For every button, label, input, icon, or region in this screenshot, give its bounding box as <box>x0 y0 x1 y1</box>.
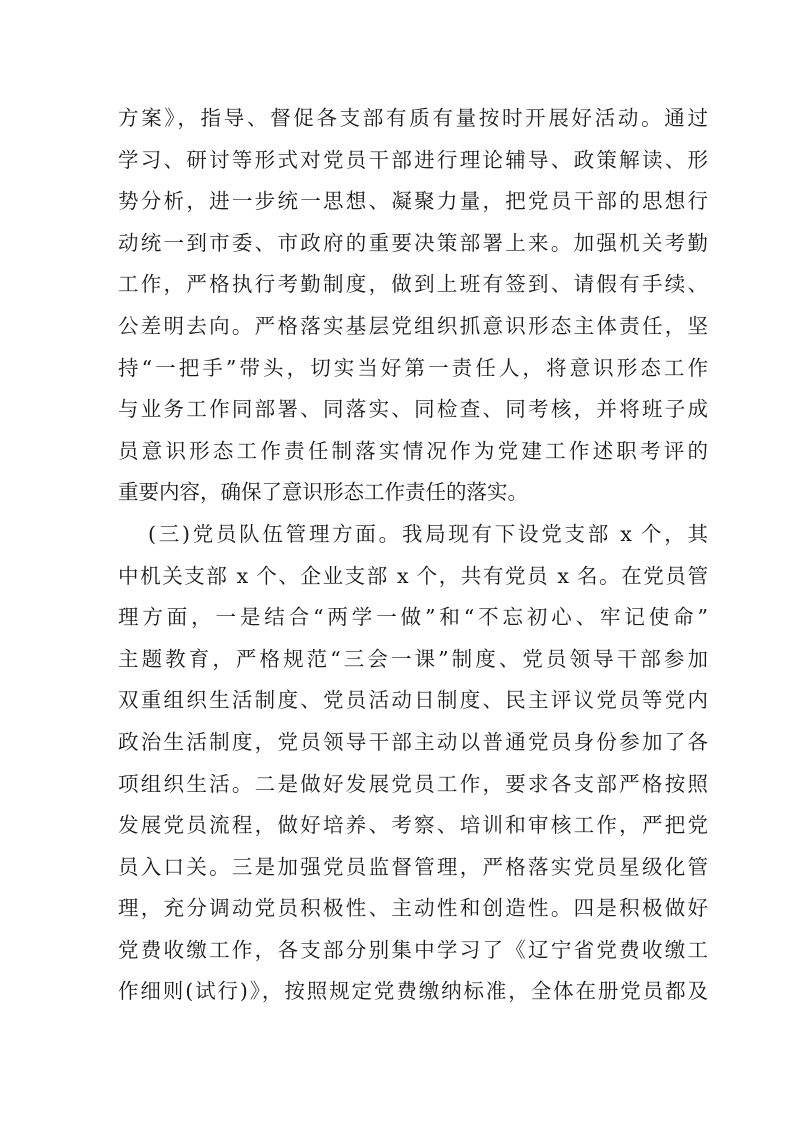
text-line: 员入口关。三是加强党员监督管理，严格落实党员星级化管 <box>118 854 708 879</box>
text-line: 与业务工作同部署、同落实、同检查、同考核，并将班子成 <box>118 397 708 422</box>
text-line: 学习、研讨等形式对党员干部进行理论辅导、政策解读、形 <box>118 147 708 172</box>
text-line: 双重组织生活制度、党员活动日制度、民主评议党员等党内 <box>118 688 708 713</box>
text-line: 工作，严格执行考勤制度，做到上班有签到、请假有手续、 <box>118 272 708 297</box>
text-line: 理，充分调动党员积极性、主动性和创造性。四是积极做好 <box>118 896 708 921</box>
text-line: 动统一到市委、市政府的重要决策部署上来。加强机关考勤 <box>118 230 708 255</box>
text-line: (三)党员队伍管理方面。我局现有下设党支部 x 个，其 <box>148 521 708 546</box>
text-line: 重要内容，确保了意识形态工作责任的落实。 <box>118 480 528 505</box>
text-line: 党费收缴工作，各支部分别集中学习了《辽宁省党费收缴工 <box>118 937 708 962</box>
text-line: 主题教育，严格规范“三会一课”制度、党员领导干部参加 <box>118 646 708 671</box>
text-line: 中机关支部 x 个、企业支部 x 个，共有党员 x 名。在党员管 <box>118 563 708 588</box>
text-line: 员意识形态工作责任制落实情况作为党建工作述职考评的 <box>118 438 708 463</box>
text-line: 持“一把手”带头，切实当好第一责任人，将意识形态工作 <box>118 355 708 380</box>
text-line: 发展党员流程，做好培养、考察、培训和审核工作，严把党 <box>118 813 708 838</box>
text-line: 项组织生活。二是做好发展党员工作，要求各支部严格按照 <box>118 771 708 796</box>
text-line: 理方面，一是结合“两学一做”和“不忘初心、牢记使命” <box>118 605 708 630</box>
text-line: 公差明去向。严格落实基层党组织抓意识形态主体责任，坚 <box>118 313 708 338</box>
text-line: 政治生活制度，党员领导干部主动以普通党员身份参加了各 <box>118 729 708 754</box>
text-line: 方案》，指导、督促各支部有质有量按时开展好活动。通过 <box>118 106 708 130</box>
text-line: 势分析，进一步统一思想、凝聚力量，把党员干部的思想行 <box>118 189 708 214</box>
document-body <box>118 98 708 1013</box>
text-line: 作细则(试行)》，按照规定党费缴纳标准，全体在册党员都及 <box>118 979 708 1004</box>
